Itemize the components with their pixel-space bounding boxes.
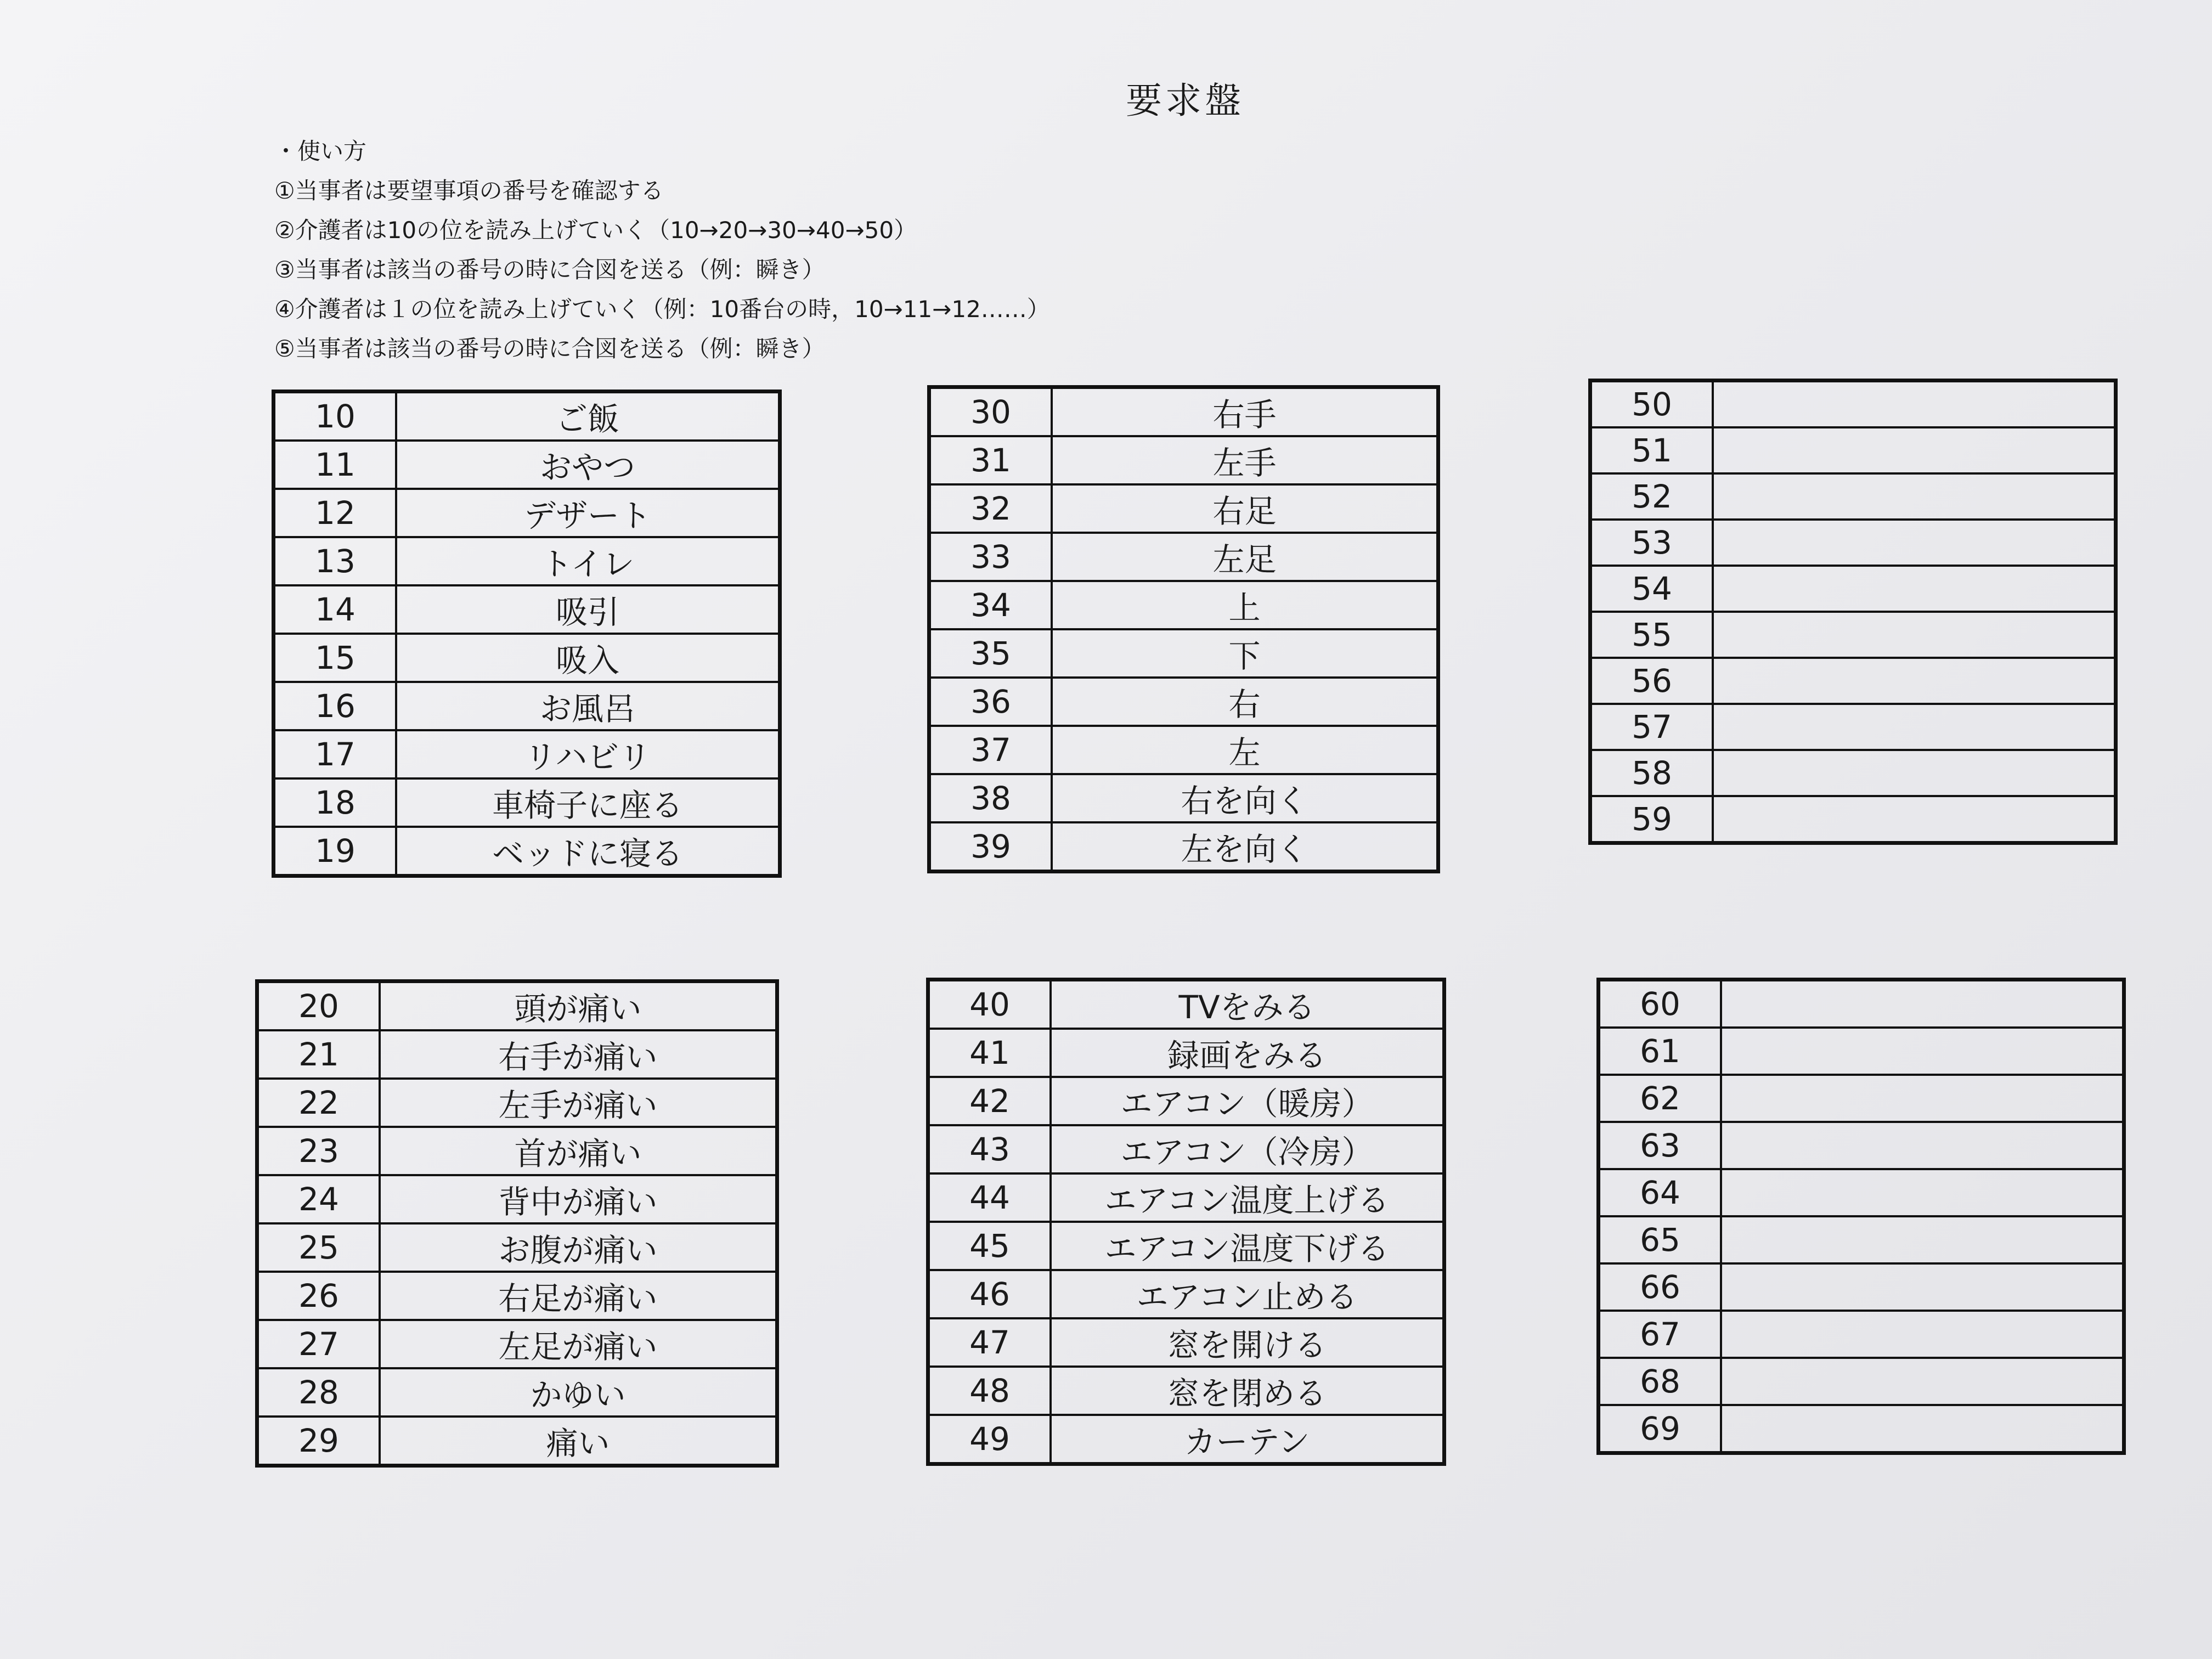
row-request-label: 左を向く [1052,822,1438,872]
row-request-label: 首が痛い [380,1127,777,1175]
table-row [1590,473,2116,520]
table-row [1590,381,2116,428]
table-row [1599,1122,2124,1169]
row-request-label [1721,1405,2124,1453]
row-request-label: おやつ [396,441,780,489]
row-request-label: デザート [396,489,780,537]
row-request-label: 右を向く [1052,774,1438,822]
row-request-label: 左足 [1052,533,1438,581]
table-row [257,1368,777,1417]
row-request-label [1713,473,2116,520]
row-number: 52 [1590,473,1713,520]
row-request-label [1713,796,2116,843]
table-row [1599,1028,2124,1075]
table-row [929,484,1438,533]
instructions-heading: ・使い方 [274,138,367,165]
row-number: 13 [274,537,397,585]
instruction-step-4: ④介護者は１の位を読み上げていく（例：10番台の時，10→11→12……） [274,296,1050,323]
row-request-label [1713,658,2116,704]
row-number: 11 [274,441,397,489]
row-number: 17 [274,730,397,778]
row-number: 67 [1599,1311,1722,1358]
table-row [257,1175,777,1223]
row-request-label: 頭が痛い [380,981,777,1031]
row-request-label: エアコン（暖房） [1051,1077,1444,1125]
row-request-label: 吸入 [396,634,780,682]
table-row [929,629,1438,678]
row-number: 51 [1590,427,1713,473]
row-number: 63 [1599,1122,1722,1169]
table-row [928,1125,1444,1173]
row-request-label [1713,566,2116,612]
row-request-label: 下 [1052,629,1438,678]
row-request-label: 右手 [1052,387,1438,437]
row-request-label [1721,980,2124,1028]
row-request-label: 右 [1052,678,1438,726]
row-request-label: TVをみる [1051,980,1444,1029]
row-request-label: 右手が痛い [380,1030,777,1079]
request-table-10s [272,390,782,878]
row-request-label: トイレ [396,537,780,585]
row-request-label: エアコン（冷房） [1051,1125,1444,1173]
row-request-label: 左足が痛い [380,1320,777,1368]
row-number: 59 [1590,796,1713,843]
row-request-label [1713,520,2116,566]
request-table-40s [926,978,1446,1466]
table-row [257,1030,777,1079]
row-number: 33 [929,533,1052,581]
table-row [1599,1311,2124,1358]
row-request-label: ベッドに寝る [396,827,780,876]
row-request-label [1713,750,2116,796]
row-number: 32 [929,484,1052,533]
row-number: 42 [928,1077,1051,1125]
row-number: 18 [274,778,397,827]
row-number: 34 [929,581,1052,629]
row-request-label: お風呂 [396,682,780,730]
row-number: 43 [928,1125,1051,1173]
row-number: 44 [928,1173,1051,1222]
row-number: 27 [257,1320,380,1368]
table-row [257,981,777,1031]
table-row [257,1127,777,1175]
page-title: 要求盤 [1126,80,1244,122]
table-row [274,634,780,682]
table-row [928,1270,1444,1318]
request-table-50s [1588,379,2118,845]
row-request-label: ご飯 [396,392,780,441]
row-number: 30 [929,387,1052,437]
instruction-step-3: ③当事者は該当の番号の時に合図を送る（例：瞬き） [274,256,825,283]
table-row [1590,566,2116,612]
table-row [1599,1358,2124,1405]
table-row [1590,796,2116,843]
table-row [1590,658,2116,704]
row-number: 41 [928,1029,1051,1077]
row-number: 22 [257,1079,380,1127]
row-number: 40 [928,980,1051,1029]
row-number: 38 [929,774,1052,822]
row-request-label: 窓を閉める [1051,1367,1444,1415]
table-row [257,1417,777,1466]
row-request-label: 背中が痛い [380,1175,777,1223]
table-row [929,387,1438,437]
table-row [1590,427,2116,473]
row-request-label: カーテン [1051,1415,1444,1464]
row-number: 10 [274,392,397,441]
row-number: 56 [1590,658,1713,704]
row-number: 58 [1590,750,1713,796]
table-row [1599,980,2124,1028]
row-number: 35 [929,629,1052,678]
request-table-30s [927,385,1440,873]
row-number: 47 [928,1318,1051,1367]
table-row [928,1415,1444,1464]
instruction-step-1: ①当事者は要望事項の番号を確認する [274,177,664,204]
row-request-label: 左手が痛い [380,1079,777,1127]
row-number: 12 [274,489,397,537]
table-row [274,392,780,441]
row-number: 57 [1590,704,1713,750]
table-row [257,1223,777,1272]
row-number: 48 [928,1367,1051,1415]
row-number: 15 [274,634,397,682]
instructions-block [274,132,1050,369]
table-row [1590,750,2116,796]
row-number: 16 [274,682,397,730]
table-row [929,822,1438,872]
table-row [1599,1405,2124,1453]
row-request-label [1721,1075,2124,1122]
table-row [928,1077,1444,1125]
row-number: 69 [1599,1405,1722,1453]
instruction-step-5: ⑤当事者は該当の番号の時に合図を送る（例：瞬き） [274,335,825,362]
row-number: 20 [257,981,380,1031]
table-row [929,436,1438,484]
row-request-label: エアコン温度上げる [1051,1173,1444,1222]
row-request-label [1713,381,2116,428]
row-request-label [1721,1358,2124,1405]
row-request-label [1721,1028,2124,1075]
table-row [929,774,1438,822]
row-request-label: 右足が痛い [380,1272,777,1320]
row-number: 49 [928,1415,1051,1464]
row-request-label [1713,612,2116,658]
row-number: 31 [929,436,1052,484]
row-number: 37 [929,726,1052,774]
table-row [928,1318,1444,1367]
row-number: 14 [274,585,397,634]
table-row [1590,612,2116,658]
row-request-label [1721,1169,2124,1216]
row-request-label: 右足 [1052,484,1438,533]
instruction-step-2: ②介護者は10の位を読み上げていく（10→20→30→40→50） [274,217,917,244]
table-row [274,827,780,876]
table-row [1599,1169,2124,1216]
row-number: 61 [1599,1028,1722,1075]
row-number: 19 [274,827,397,876]
table-row [1590,704,2116,750]
request-table-20s [255,979,779,1468]
table-row [928,1173,1444,1222]
table-row [928,1222,1444,1270]
table-row [257,1320,777,1368]
row-request-label: お腹が痛い [380,1223,777,1272]
table-row [274,682,780,730]
table-row [1599,1216,2124,1263]
table-row [257,1272,777,1320]
row-number: 62 [1599,1075,1722,1122]
row-request-label [1721,1311,2124,1358]
row-request-label: リハビリ [396,730,780,778]
table-row [274,730,780,778]
row-number: 53 [1590,520,1713,566]
table-row [928,1367,1444,1415]
row-request-label: 上 [1052,581,1438,629]
table-row [929,581,1438,629]
table-row [274,489,780,537]
row-number: 60 [1599,980,1722,1028]
row-number: 23 [257,1127,380,1175]
row-number: 28 [257,1368,380,1417]
row-number: 26 [257,1272,380,1320]
row-request-label [1713,704,2116,750]
table-row [929,678,1438,726]
row-number: 66 [1599,1263,1722,1311]
row-request-label: 録画をみる [1051,1029,1444,1077]
row-request-label: 左 [1052,726,1438,774]
row-number: 45 [928,1222,1051,1270]
row-request-label: 吸引 [396,585,780,634]
table-row [928,1029,1444,1077]
table-row [257,1079,777,1127]
table-row [1599,1075,2124,1122]
row-number: 65 [1599,1216,1722,1263]
request-table-60s [1596,978,2126,1455]
row-number: 50 [1590,381,1713,428]
row-number: 24 [257,1175,380,1223]
row-number: 39 [929,822,1052,872]
row-request-label [1721,1263,2124,1311]
row-number: 21 [257,1030,380,1079]
row-request-label [1721,1122,2124,1169]
row-number: 29 [257,1417,380,1466]
row-number: 55 [1590,612,1713,658]
row-number: 64 [1599,1169,1722,1216]
row-number: 36 [929,678,1052,726]
table-row [928,980,1444,1029]
row-request-label: 左手 [1052,436,1438,484]
table-row [274,778,780,827]
row-number: 68 [1599,1358,1722,1405]
table-row [929,533,1438,581]
row-request-label [1721,1216,2124,1263]
row-request-label: 痛い [380,1417,777,1466]
table-row [274,585,780,634]
row-request-label: エアコン温度下げる [1051,1222,1444,1270]
row-request-label [1713,427,2116,473]
table-row [274,441,780,489]
row-number: 46 [928,1270,1051,1318]
table-row [1590,520,2116,566]
row-number: 54 [1590,566,1713,612]
table-row [1599,1263,2124,1311]
table-row [274,537,780,585]
table-row [929,726,1438,774]
row-request-label: 車椅子に座る [396,778,780,827]
row-number: 25 [257,1223,380,1272]
row-request-label: エアコン止める [1051,1270,1444,1318]
row-request-label: かゆい [380,1368,777,1417]
row-request-label: 窓を開ける [1051,1318,1444,1367]
